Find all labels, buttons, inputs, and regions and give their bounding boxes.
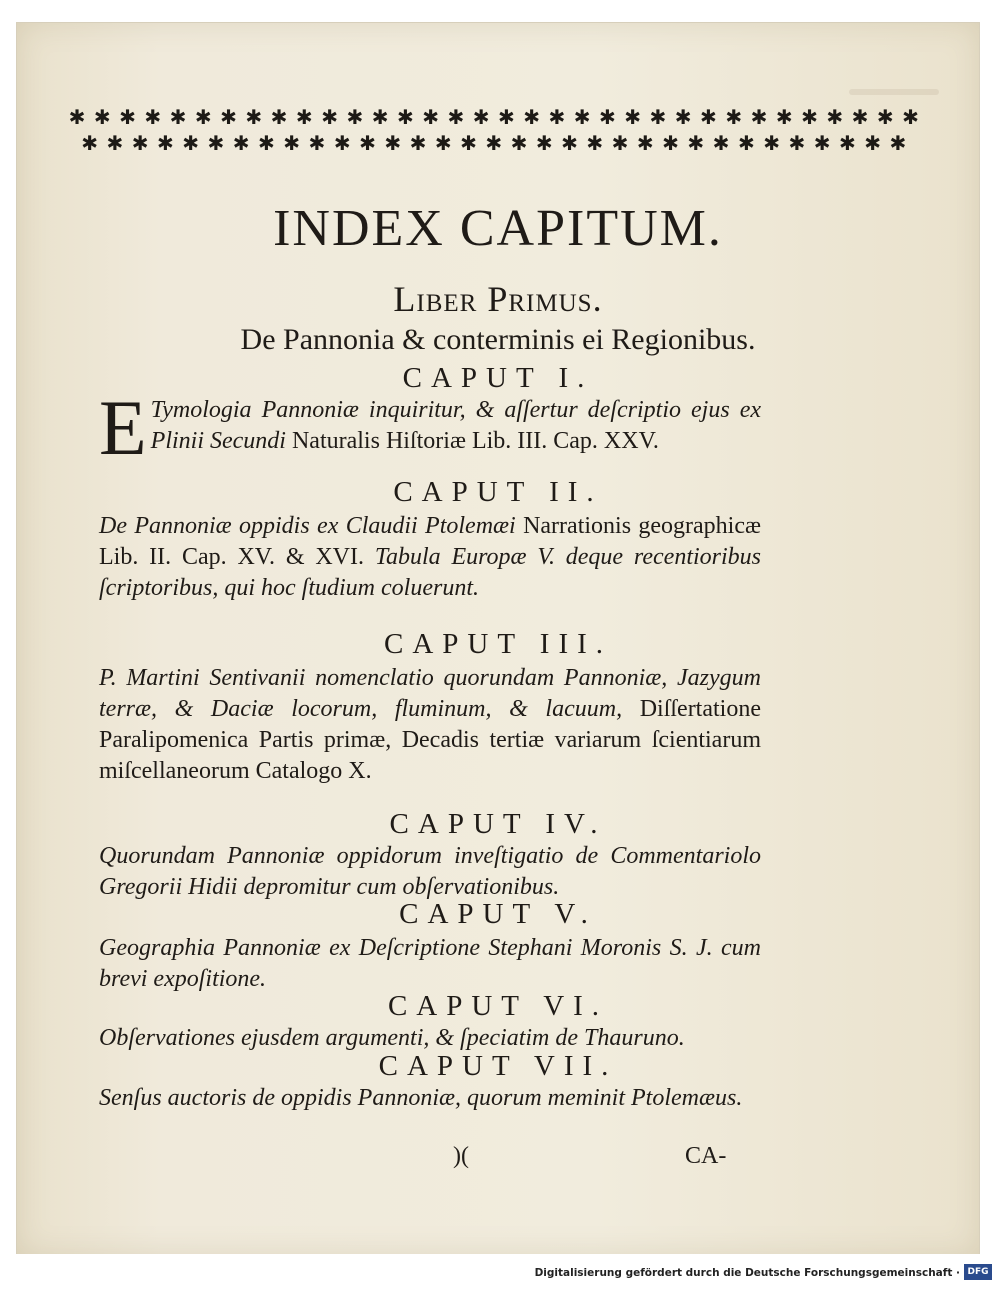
summary-roman: Naturalis Hiſtoriæ Lib. III. Cap. XXV. xyxy=(285,428,659,454)
summary-italic: Obſervationes ejusdem argumenti, & ſpeciatim de Thauruno. xyxy=(99,1025,685,1051)
signature-mark: )( xyxy=(453,1143,469,1169)
catchword: CA- xyxy=(685,1143,727,1169)
summary-italic: Quorundam Pannoniæ oppidorum inveſtigatio de Commentariolo Gregorii Hidii depromitur cum obſervationibus. xyxy=(99,843,761,900)
summary-italic: De Pannoniæ oppidis ex Claudii Ptolemæi xyxy=(99,513,516,539)
summary-italic: Tymologia Pannoniæ inquiritur, & aſſertur deſcriptio ejus ex Plinii Secundi xyxy=(150,397,761,454)
chapter-summary xyxy=(99,511,761,604)
funding-credit: Digitalisierung gefördert durch die Deutsche Forschungsgemeinschaft · xyxy=(534,1267,960,1279)
chapter-heading: CAPUT III. xyxy=(383,628,613,660)
summary-italic: Geographia Pannoniæ ex Deſcriptione Stephani Moronis S. J. cum brevi expoſitione. xyxy=(99,935,761,992)
chapter-summary xyxy=(99,1083,761,1114)
chapter-summary xyxy=(99,663,761,787)
drop-capital: E xyxy=(99,384,147,471)
show-through-mark xyxy=(849,89,939,95)
chapter-heading: CAPUT VII. xyxy=(378,1050,618,1082)
book-subtitle: De Pannonia & conterminis ei Regionibus. xyxy=(240,323,756,356)
chapter-summary xyxy=(99,933,761,995)
dfg-logo[interactable]: DFG xyxy=(964,1264,992,1280)
footer-bar xyxy=(0,1254,1000,1289)
book-page xyxy=(16,22,980,1256)
book-heading: Liber Primus. xyxy=(393,279,603,319)
chapter-heading: CAPUT II. xyxy=(393,476,603,508)
summary-roman: Diſſertatione Paralipomenica Partis primæ, Decadis tertiæ variarum ſcientiarum miſcellaneorum Catalogo X. xyxy=(99,696,761,784)
page-title: INDEX CAPITUM. xyxy=(273,200,723,257)
ornament-row-bottom: ✱✱✱✱✱✱✱✱✱✱✱✱✱✱✱✱✱✱✱✱✱✱✱✱✱✱✱✱✱✱✱✱✱ xyxy=(81,131,915,155)
chapter-summary xyxy=(99,384,761,471)
summary-italic: Tabula Europæ V. deque recentioribus ſcriptoribus, qui hoc ſtudium coluerunt. xyxy=(99,544,761,601)
summary-roman: Narrationis geographicæ Lib. II. Cap. XV. & XVI. xyxy=(99,513,762,570)
summary-italic: P. Martini Sentivanii nomenclatio quorundam Pannoniæ, Jazygum terræ, & Daciæ locorum, fluminum, & lacuum, xyxy=(99,665,761,722)
chapter-heading: CAPUT VI. xyxy=(387,990,609,1022)
ornament-row-top: ✱✱✱✱✱✱✱✱✱✱✱✱✱✱✱✱✱✱✱✱✱✱✱✱✱✱✱✱✱✱✱✱✱✱ xyxy=(68,105,928,129)
chapter-heading: CAPUT V. xyxy=(399,898,597,930)
chapter-heading: CAPUT IV. xyxy=(389,808,607,840)
chapter-summary xyxy=(99,841,761,903)
chapter-heading: CAPUT I. xyxy=(402,362,594,394)
summary-italic: Senſus auctoris de oppidis Pannoniæ, quorum meminit Ptolemæus. xyxy=(99,1085,743,1111)
